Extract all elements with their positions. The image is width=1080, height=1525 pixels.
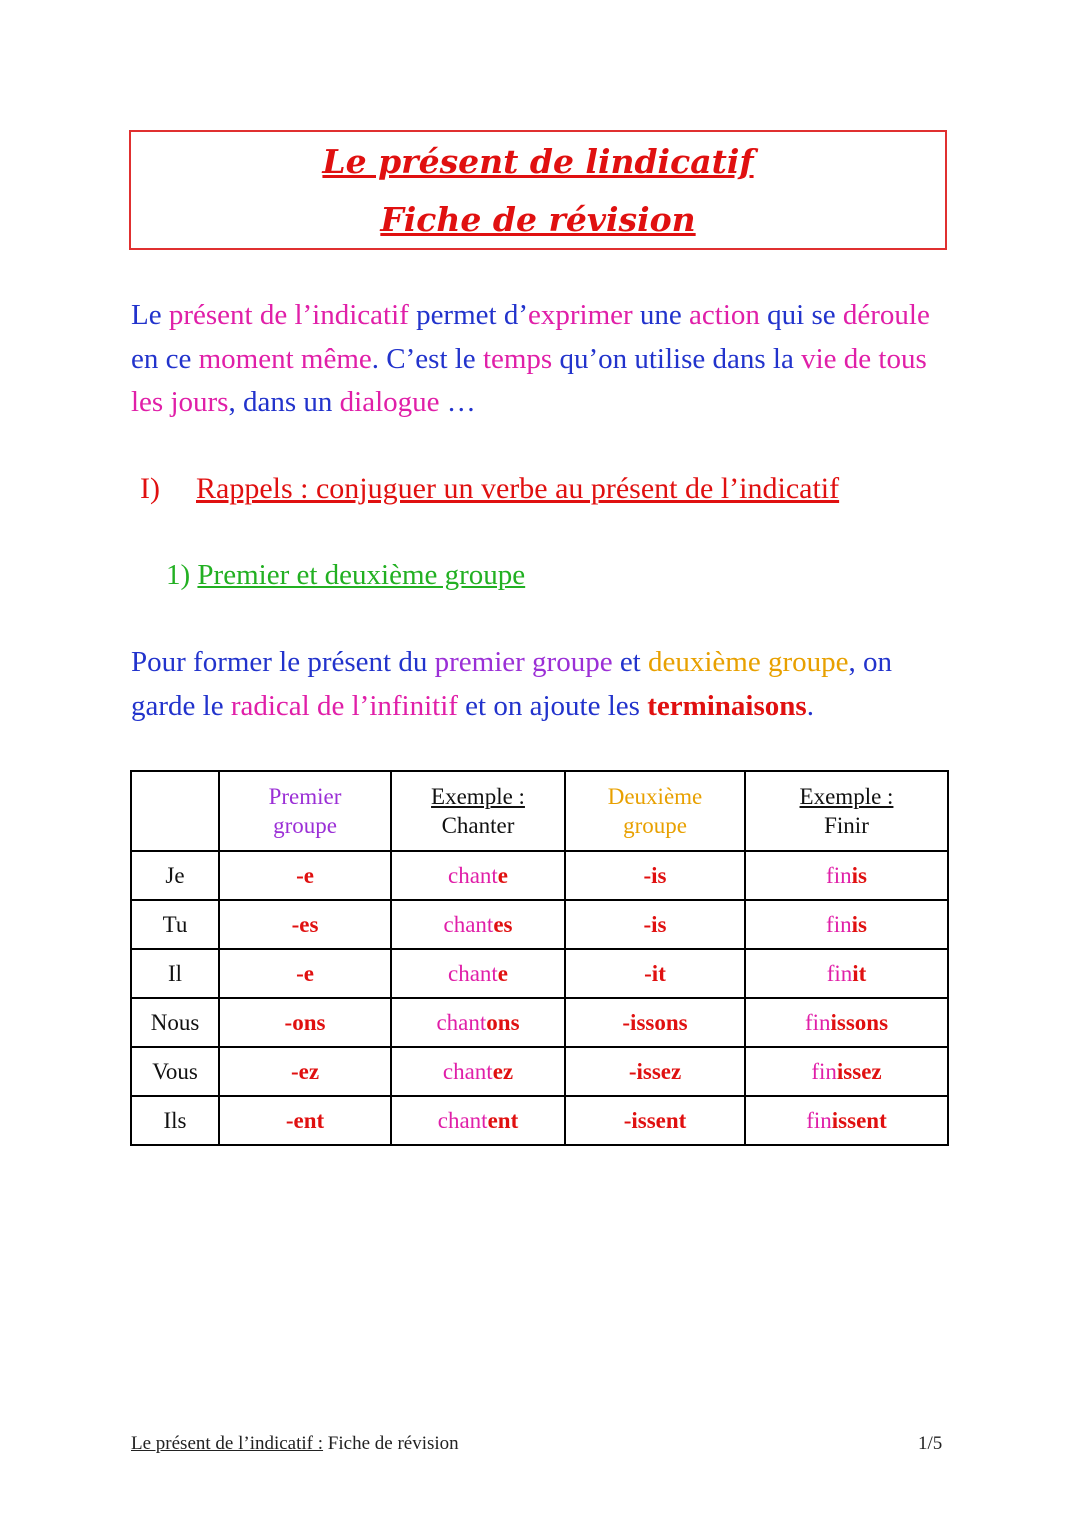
- pronoun: Je: [165, 862, 185, 888]
- example-stem: chant: [443, 911, 494, 937]
- intro-run: …: [439, 386, 476, 418]
- intro-run: moment même: [198, 342, 372, 375]
- example1-cell: [391, 1047, 565, 1096]
- ending-first-group: -es: [291, 911, 319, 937]
- ending2-cell: [565, 1096, 745, 1145]
- header-line: Premier: [268, 784, 342, 809]
- example-stem: fin: [826, 862, 852, 888]
- header-line: Finir: [824, 813, 869, 838]
- ending1-cell: [219, 1096, 391, 1145]
- ending2-cell: [565, 851, 745, 900]
- table-header-cell: [565, 771, 745, 851]
- ending-first-group: -ent: [285, 1107, 325, 1133]
- table-header-cell: [745, 771, 948, 851]
- intro-run: dialogue: [339, 386, 440, 418]
- example-ending: is: [851, 862, 867, 888]
- pronoun-cell: [131, 900, 219, 949]
- example-ending: is: [851, 911, 867, 937]
- intro-run: action: [689, 299, 760, 331]
- pronoun: Tu: [162, 911, 188, 937]
- subsection-heading-1: [166, 556, 525, 594]
- ending2-cell: [565, 998, 745, 1047]
- example2-cell: [745, 900, 948, 949]
- header-line: Deuxième: [607, 784, 703, 809]
- intro-run: permet d’: [408, 299, 528, 331]
- conjugation-table: [130, 770, 949, 1146]
- formation-run: et: [612, 646, 648, 678]
- table-header-cell: [219, 771, 391, 851]
- title-line-1: Le présent de lindicatif: [322, 142, 754, 181]
- example1-cell: [391, 949, 565, 998]
- example-stem: fin: [826, 960, 853, 986]
- footer-title-underlined: Le présent de l’indicatif :: [131, 1433, 324, 1454]
- intro-run: . C’est le: [371, 342, 483, 375]
- ending1-cell: [219, 1047, 391, 1096]
- title-box: [129, 130, 947, 250]
- example-ending: ent: [487, 1107, 519, 1133]
- example-ending: ez: [492, 1058, 514, 1084]
- example2-cell: [745, 851, 948, 900]
- intro-run: une: [632, 299, 690, 331]
- ending1-cell: [219, 998, 391, 1047]
- ending-second-group: -issons: [622, 1009, 688, 1035]
- example-stem: fin: [806, 1107, 832, 1133]
- section-number: I): [140, 472, 160, 505]
- title-line-2: Fiche de révision: [380, 200, 696, 239]
- example-ending: e: [497, 862, 509, 888]
- ending-second-group: -issez: [628, 1058, 682, 1084]
- example2-cell: [745, 949, 948, 998]
- section-heading-1: [140, 469, 839, 509]
- intro-run: vie de tous les jours: [131, 342, 935, 418]
- subsection-number: 1): [166, 559, 191, 591]
- example-stem: fin: [826, 911, 852, 937]
- intro-run: présent de l’indicatif: [168, 299, 409, 331]
- example-ending: es: [493, 911, 513, 937]
- header-line: groupe: [273, 813, 337, 838]
- ending1-cell: [219, 949, 391, 998]
- section-title: Rappels : conjuguer un verbe au présent de l’indicatif: [196, 472, 840, 505]
- example-ending: issent: [831, 1107, 887, 1133]
- example-stem: chant: [447, 960, 498, 986]
- formation-run: Pour former le présent du: [131, 646, 435, 678]
- pronoun-cell: [131, 998, 219, 1047]
- ending-second-group: -is: [643, 862, 667, 888]
- example1-cell: [391, 900, 565, 949]
- pronoun: Ils: [163, 1107, 187, 1133]
- table-row: [131, 1047, 948, 1096]
- header-line: groupe: [623, 813, 687, 838]
- header-line: Exemple :: [799, 784, 894, 809]
- formation-run: et on ajoute les: [457, 689, 648, 722]
- intro-run: déroule: [842, 299, 930, 331]
- ending-first-group: -ez: [290, 1058, 320, 1084]
- example-stem: fin: [811, 1058, 837, 1084]
- intro-run: qu’on utilise dans la: [552, 342, 802, 375]
- table-header-cell: [391, 771, 565, 851]
- example1-cell: [391, 998, 565, 1047]
- table-row: [131, 1096, 948, 1145]
- ending1-cell: [219, 851, 391, 900]
- intro-run: qui se: [759, 299, 843, 331]
- intro-paragraph: [131, 294, 961, 425]
- pronoun: Nous: [150, 1009, 200, 1035]
- example-stem: chant: [442, 1058, 493, 1084]
- example-ending: it: [852, 960, 867, 986]
- table-row: [131, 900, 948, 949]
- ending1-cell: [219, 900, 391, 949]
- example1-cell: [391, 1096, 565, 1145]
- formation-run: , on garde le: [131, 646, 900, 722]
- pronoun-cell: [131, 851, 219, 900]
- formation-run: deuxième groupe: [648, 646, 849, 678]
- ending-first-group: -e: [296, 960, 314, 986]
- table-header-row: [131, 771, 948, 851]
- formation-run: .: [806, 689, 814, 722]
- table-row: [131, 851, 948, 900]
- example-stem: fin: [804, 1009, 831, 1035]
- example-stem: chant: [447, 862, 498, 888]
- formation-run: terminaisons: [647, 689, 807, 722]
- pronoun: Vous: [152, 1058, 198, 1084]
- intro-run: Le: [131, 299, 169, 331]
- ending-first-group: -e: [296, 862, 314, 888]
- example2-cell: [745, 1096, 948, 1145]
- pronoun-cell: [131, 949, 219, 998]
- intro-run: temps: [482, 342, 553, 375]
- formation-run: radical de l’infinitif: [230, 689, 458, 722]
- header-line: Exemple :: [431, 784, 525, 809]
- intro-run: exprimer: [527, 299, 633, 331]
- example-ending: issez: [836, 1058, 882, 1084]
- ending-first-group: -ons: [284, 1009, 326, 1035]
- example-ending: issons: [830, 1009, 889, 1035]
- example-stem: chant: [436, 1009, 487, 1035]
- ending-second-group: -issent: [623, 1107, 687, 1133]
- example-ending: ons: [486, 1009, 520, 1035]
- header-line: Chanter: [441, 813, 515, 838]
- table-row: [131, 998, 948, 1047]
- example1-cell: [391, 851, 565, 900]
- intro-run: , dans un: [228, 386, 340, 418]
- example-stem: chant: [437, 1107, 488, 1133]
- example2-cell: [745, 1047, 948, 1096]
- formation-paragraph: [131, 641, 961, 728]
- ending-second-group: -it: [644, 960, 666, 986]
- example2-cell: [745, 998, 948, 1047]
- ending-second-group: -is: [643, 911, 667, 937]
- ending2-cell: [565, 949, 745, 998]
- pronoun: Il: [167, 960, 183, 986]
- example-ending: e: [497, 960, 509, 986]
- table-row: [131, 949, 948, 998]
- intro-run: en ce: [131, 299, 938, 375]
- ending2-cell: [565, 1047, 745, 1096]
- table-header-cell: [131, 771, 219, 851]
- page-number: 1/5: [918, 1433, 943, 1454]
- pronoun-cell: [131, 1047, 219, 1096]
- footer-title-rest: Fiche de révision: [323, 1433, 459, 1454]
- formation-run: premier groupe: [434, 646, 613, 678]
- ending2-cell: [565, 900, 745, 949]
- pronoun-cell: [131, 1096, 219, 1145]
- subsection-title: Premier et deuxième groupe: [197, 559, 526, 591]
- footer-title: [131, 1432, 459, 1456]
